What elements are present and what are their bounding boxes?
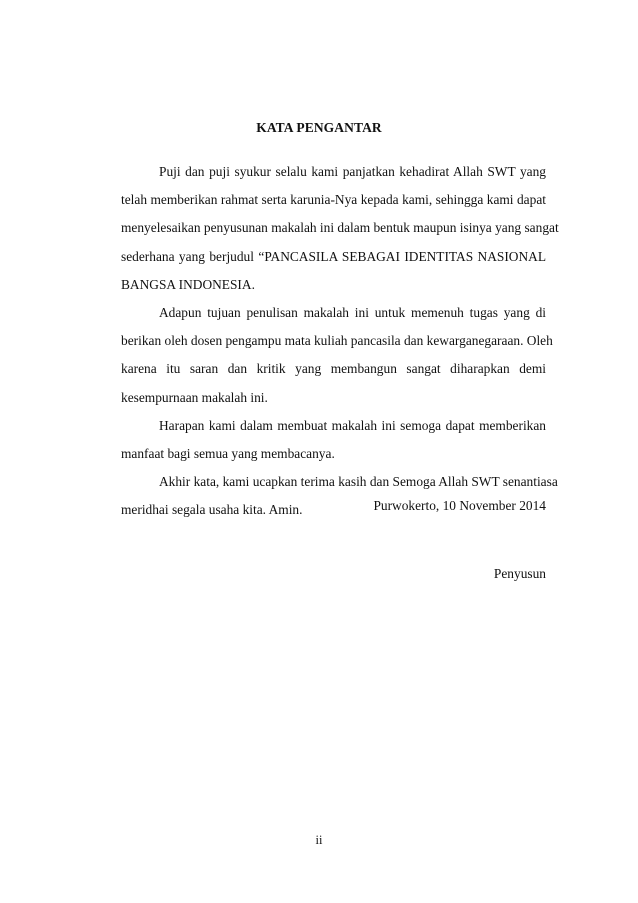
page-number: ii (315, 833, 323, 847)
page-title: KATA PENGANTAR (256, 120, 382, 135)
paragraph-line: Harapan kami dalam membuat makalah ini semoga dapat memberikan (159, 417, 546, 433)
paragraph-line: telah memberikan rahmat serta karunia-Nya kepada kami, sehingga kami dapat (121, 192, 546, 208)
paragraph-4 (121, 468, 558, 524)
paragraph-line: manfaat bagi semua yang membacanya. (121, 446, 335, 462)
paragraph-2 (121, 299, 553, 412)
paragraph-line: BANGSA INDONESIA. (121, 276, 255, 292)
paragraph-line: berikan oleh dosen pengampu mata kuliah pancasila dan kewarganegaraan. Oleh (121, 333, 553, 349)
paragraph-line: karena itu saran dan kritik yang membangun sangat diharapkan demi (121, 361, 546, 377)
document-body (121, 158, 559, 525)
paragraph-line: sederhana yang berjudul “PANCASILA SEBAGAI IDENTITAS NASIONAL (121, 248, 546, 264)
author-signature: Penyusun (493, 566, 546, 581)
paragraph-line: meridhai segala usaha kita. Amin. (121, 502, 303, 518)
paragraph-3 (121, 412, 546, 468)
paragraph-line: kesempurnaan makalah ini. (121, 389, 268, 405)
paragraph-1 (121, 158, 559, 299)
paragraph-line: Adapun tujuan penulisan makalah ini untuk memenuh tugas yang di (159, 305, 546, 321)
paragraph-line: Akhir kata, kami ucapkan terima kasih dan Semoga Allah SWT senantiasa (159, 474, 558, 490)
paragraph-line: menyelesaikan penyusunan makalah ini dalam bentuk maupun isinya yang sangat (121, 220, 559, 236)
place-date: Purwokerto, 10 November 2014 (373, 498, 546, 513)
paragraph-line: Puji dan puji syukur selalu kami panjatkan kehadirat Allah SWT yang (159, 164, 546, 179)
